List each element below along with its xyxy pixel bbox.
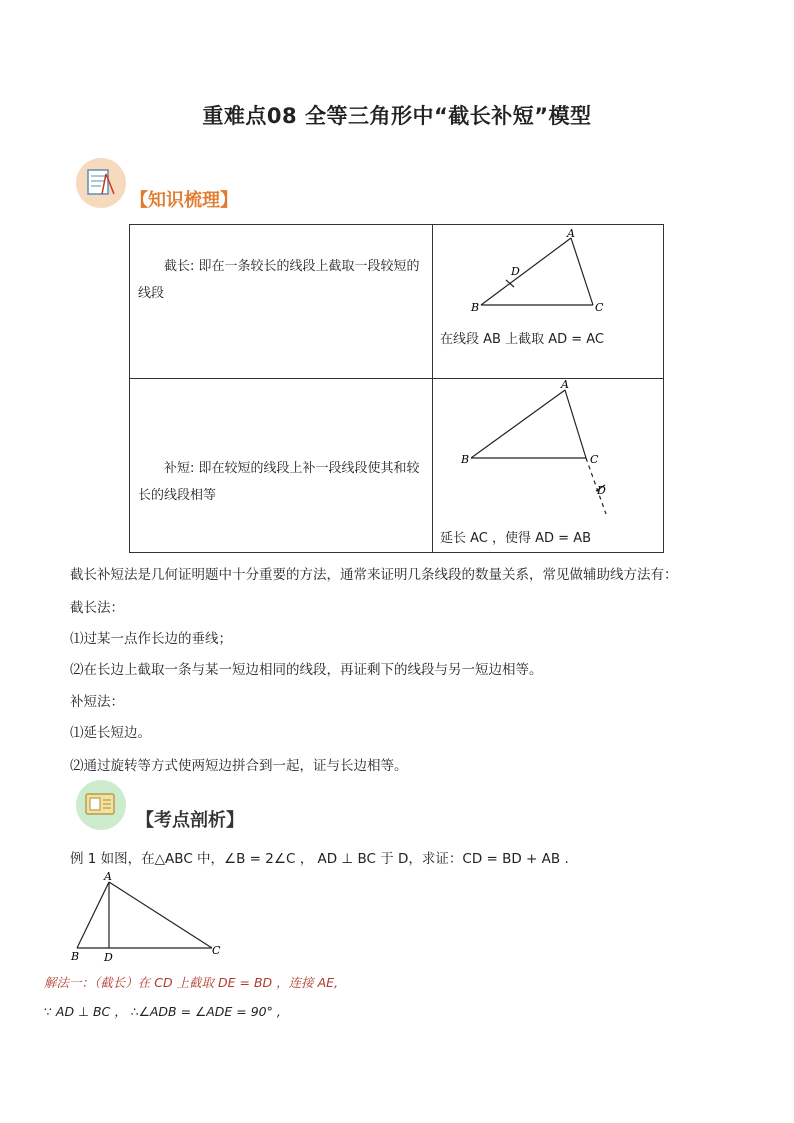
buduan-description: 补短: 即在较短的线段上补一段线段使其和较长的线段相等 [138,461,420,503]
jiechang-method-2: ⑵在长边上截取一条与某一短边相同的线段，再证剩下的线段与另一短边相等。 [70,662,543,678]
page-title: 重难点08 全等三角形中“截长补短”模型 [202,104,592,128]
buduan-figure [433,379,665,519]
solution-line-2: ∵ AD ⊥ BC ， ∴∠ADB = ∠ADE = 90° , [44,1004,281,1019]
fig1-label-d: D [511,265,520,278]
fig1-label-b: B [471,301,480,314]
jiechang-figure [433,225,665,325]
jiechang-caption: 在线段 AB 上截取 AD = AC [440,332,605,347]
knowledge-section-title: 【知识梳理】 [130,190,238,211]
analysis-section-title: 【考点剖析】 [136,810,244,831]
example1-text: 例 1 如图，在△ABC 中，∠B = 2∠C ， AD ⊥ BC 于 D，求证：CD = BD + AB . [70,851,569,867]
jiechang-method-1: ⑴过某一点作长边的垂线； [70,631,232,647]
knowledge-section-icon [76,158,126,208]
example1-figure [64,868,234,966]
knowledge-table [129,224,664,553]
fig2-label-d: D [597,484,606,497]
fig1-label-c: C [595,301,604,314]
fig1-label-a: A [567,227,575,240]
fig2-label-c: C [590,453,599,466]
ex1-label-b: B [71,950,80,963]
jiechang-method-title: 截长法： [70,600,124,616]
ex1-label-d: D [104,951,113,964]
intro-paragraph: 截长补短法是几何证明题中十分重要的方法，通常来证明几条线段的数量关系，常见做辅助线方法有： [70,567,678,583]
buduan-method-title: 补短法： [70,694,124,710]
solution-line-1: 解法一：（截长）在 CD 上截取 DE = BD ，连接 AE, [44,975,339,990]
buduan-caption: 延长 AC ，使得 AD = AB [440,531,592,546]
jiechang-description: 截长: 即在一条较长的线段上截取一段较短的线段 [138,259,420,301]
fig2-label-b: B [461,453,470,466]
ex1-label-c: C [212,944,221,957]
ex1-label-a: A [104,870,112,883]
buduan-method-1: ⑴延长短边。 [70,725,151,741]
analysis-section-icon [76,780,126,830]
buduan-method-2: ⑵通过旋转等方式使两短边拼合到一起，证与长边相等。 [70,758,408,774]
fig2-label-a: A [561,379,569,391]
